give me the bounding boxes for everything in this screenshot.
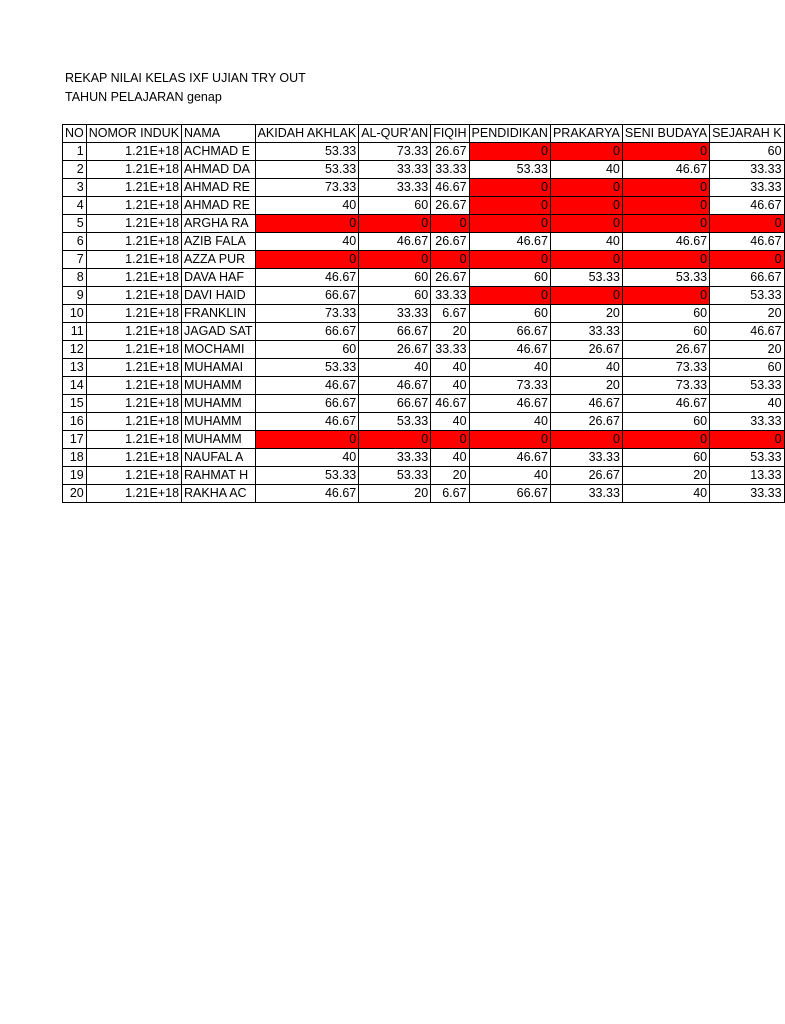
cell-pendidikan[interactable]: 0 <box>469 251 550 269</box>
cell-al-quran[interactable]: 66.67 <box>359 323 431 341</box>
cell-prakarya[interactable]: 40 <box>550 359 622 377</box>
cell-akidah-akhlak[interactable]: 0 <box>255 431 359 449</box>
cell-seni-budaya[interactable]: 60 <box>622 323 709 341</box>
cell-prakarya[interactable]: 33.33 <box>550 449 622 467</box>
cell-fiqih[interactable]: 20 <box>431 323 469 341</box>
cell-no[interactable]: 19 <box>63 467 87 485</box>
cell-prakarya[interactable]: 20 <box>550 377 622 395</box>
table-row <box>63 341 785 359</box>
cell-akidah-akhlak[interactable]: 40 <box>255 449 359 467</box>
cell-nama[interactable]: MUHAMAI <box>182 359 256 377</box>
table-row <box>63 287 785 305</box>
cell-al-quran[interactable]: 33.33 <box>359 305 431 323</box>
cell-nomor-induk[interactable]: 1.21E+18 <box>86 287 181 305</box>
cell-nomor-induk[interactable]: 1.21E+18 <box>86 215 181 233</box>
cell-no[interactable]: 16 <box>63 413 87 431</box>
cell-no[interactable]: 3 <box>63 179 87 197</box>
header-pendidikan[interactable]: PENDIDIKAN <box>469 125 550 143</box>
cell-nama[interactable]: ARGHA RA <box>182 215 256 233</box>
cell-al-quran[interactable]: 60 <box>359 197 431 215</box>
cell-al-quran[interactable]: 0 <box>359 215 431 233</box>
cell-akidah-akhlak[interactable]: 0 <box>255 215 359 233</box>
cell-fiqih[interactable]: 26.67 <box>431 197 469 215</box>
table-row <box>63 179 785 197</box>
cell-nomor-induk[interactable]: 1.21E+18 <box>86 233 181 251</box>
cell-seni-budaya[interactable]: 73.33 <box>622 359 709 377</box>
cell-akidah-akhlak[interactable]: 73.33 <box>255 179 359 197</box>
grades-table <box>62 124 785 503</box>
cell-prakarya[interactable]: 26.67 <box>550 413 622 431</box>
cell-nama[interactable]: MUHAMM <box>182 395 256 413</box>
cell-no[interactable]: 5 <box>63 215 87 233</box>
table-row <box>63 359 785 377</box>
cell-sejarah[interactable]: 60 <box>710 359 784 377</box>
cell-sejarah[interactable]: 46.67 <box>710 323 784 341</box>
cell-prakarya[interactable]: 0 <box>550 287 622 305</box>
cell-al-quran[interactable]: 33.33 <box>359 449 431 467</box>
cell-prakarya[interactable]: 53.33 <box>550 269 622 287</box>
cell-no[interactable]: 18 <box>63 449 87 467</box>
table-row <box>63 377 785 395</box>
cell-al-quran[interactable]: 60 <box>359 287 431 305</box>
table-row <box>63 323 785 341</box>
cell-no[interactable]: 6 <box>63 233 87 251</box>
cell-no[interactable]: 10 <box>63 305 87 323</box>
table-row <box>63 215 785 233</box>
cell-pendidikan[interactable]: 66.67 <box>469 323 550 341</box>
cell-seni-budaya[interactable]: 46.67 <box>622 395 709 413</box>
cell-pendidikan[interactable]: 46.67 <box>469 449 550 467</box>
cell-seni-budaya[interactable]: 0 <box>622 179 709 197</box>
cell-pendidikan[interactable]: 0 <box>469 143 550 161</box>
cell-nomor-induk[interactable]: 1.21E+18 <box>86 269 181 287</box>
cell-al-quran[interactable]: 20 <box>359 485 431 503</box>
cell-al-quran[interactable]: 46.67 <box>359 377 431 395</box>
cell-sejarah[interactable]: 40 <box>710 395 784 413</box>
cell-seni-budaya[interactable]: 26.67 <box>622 341 709 359</box>
cell-seni-budaya[interactable]: 0 <box>622 251 709 269</box>
cell-nama[interactable]: JAGAD SAT <box>182 323 256 341</box>
cell-seni-budaya[interactable]: 0 <box>622 197 709 215</box>
cell-nama[interactable]: AZZA PUR <box>182 251 256 269</box>
cell-no[interactable]: 8 <box>63 269 87 287</box>
table-row <box>63 467 785 485</box>
cell-akidah-akhlak[interactable]: 73.33 <box>255 305 359 323</box>
cell-pendidikan[interactable]: 0 <box>469 287 550 305</box>
table-row <box>63 431 785 449</box>
cell-no[interactable]: 12 <box>63 341 87 359</box>
table-row <box>63 143 785 161</box>
cell-al-quran[interactable]: 26.67 <box>359 341 431 359</box>
cell-seni-budaya[interactable]: 60 <box>622 449 709 467</box>
cell-pendidikan[interactable]: 46.67 <box>469 341 550 359</box>
cell-nomor-induk[interactable]: 1.21E+18 <box>86 305 181 323</box>
cell-sejarah[interactable]: 0 <box>710 215 784 233</box>
header-no[interactable]: NO <box>63 125 87 143</box>
cell-no[interactable]: 13 <box>63 359 87 377</box>
cell-fiqih[interactable]: 33.33 <box>431 161 469 179</box>
cell-pendidikan[interactable]: 0 <box>469 431 550 449</box>
cell-al-quran[interactable]: 33.33 <box>359 179 431 197</box>
cell-nama[interactable]: AHMAD DA <box>182 161 256 179</box>
cell-nama[interactable]: NAUFAL A <box>182 449 256 467</box>
cell-akidah-akhlak[interactable]: 66.67 <box>255 323 359 341</box>
sheet-subtitle: TAHUN PELAJARAN genap <box>65 90 222 104</box>
cell-nomor-induk[interactable]: 1.21E+18 <box>86 467 181 485</box>
cell-seni-budaya[interactable]: 0 <box>622 215 709 233</box>
cell-seni-budaya[interactable]: 40 <box>622 485 709 503</box>
cell-pendidikan[interactable]: 60 <box>469 305 550 323</box>
cell-akidah-akhlak[interactable]: 46.67 <box>255 377 359 395</box>
table-row <box>63 449 785 467</box>
cell-fiqih[interactable]: 0 <box>431 431 469 449</box>
cell-pendidikan[interactable]: 40 <box>469 413 550 431</box>
cell-nama[interactable]: RAKHA AC <box>182 485 256 503</box>
cell-nomor-induk[interactable]: 1.21E+18 <box>86 395 181 413</box>
cell-seni-budaya[interactable]: 0 <box>622 431 709 449</box>
cell-nama[interactable]: AHMAD RE <box>182 179 256 197</box>
cell-al-quran[interactable]: 73.33 <box>359 143 431 161</box>
cell-fiqih[interactable]: 6.67 <box>431 485 469 503</box>
cell-prakarya[interactable]: 0 <box>550 431 622 449</box>
cell-prakarya[interactable]: 40 <box>550 233 622 251</box>
cell-sejarah[interactable]: 33.33 <box>710 179 784 197</box>
cell-prakarya[interactable]: 33.33 <box>550 485 622 503</box>
cell-akidah-akhlak[interactable]: 66.67 <box>255 287 359 305</box>
cell-nama[interactable]: MOCHAMI <box>182 341 256 359</box>
cell-nama[interactable]: AZIB FALA <box>182 233 256 251</box>
cell-akidah-akhlak[interactable]: 53.33 <box>255 161 359 179</box>
cell-seni-budaya[interactable]: 0 <box>622 287 709 305</box>
cell-seni-budaya[interactable]: 73.33 <box>622 377 709 395</box>
cell-sejarah[interactable]: 0 <box>710 431 784 449</box>
cell-seni-budaya[interactable]: 60 <box>622 413 709 431</box>
cell-no[interactable]: 9 <box>63 287 87 305</box>
cell-sejarah[interactable]: 46.67 <box>710 197 784 215</box>
cell-al-quran[interactable]: 0 <box>359 251 431 269</box>
cell-fiqih[interactable]: 33.33 <box>431 287 469 305</box>
cell-nomor-induk[interactable]: 1.21E+18 <box>86 413 181 431</box>
cell-prakarya[interactable]: 0 <box>550 251 622 269</box>
cell-no[interactable]: 17 <box>63 431 87 449</box>
header-nomor-induk[interactable]: NOMOR INDUK <box>86 125 181 143</box>
cell-pendidikan[interactable]: 66.67 <box>469 485 550 503</box>
cell-seni-budaya[interactable]: 20 <box>622 467 709 485</box>
table-row <box>63 485 785 503</box>
cell-fiqih[interactable]: 26.67 <box>431 233 469 251</box>
cell-pendidikan[interactable]: 46.67 <box>469 233 550 251</box>
cell-al-quran[interactable]: 40 <box>359 359 431 377</box>
cell-akidah-akhlak[interactable]: 60 <box>255 341 359 359</box>
table-row <box>63 413 785 431</box>
cell-seni-budaya[interactable]: 46.67 <box>622 233 709 251</box>
cell-sejarah[interactable]: 66.67 <box>710 269 784 287</box>
cell-no[interactable]: 15 <box>63 395 87 413</box>
cell-akidah-akhlak[interactable]: 66.67 <box>255 395 359 413</box>
cell-fiqih[interactable]: 0 <box>431 251 469 269</box>
cell-prakarya[interactable]: 26.67 <box>550 467 622 485</box>
cell-sejarah[interactable]: 0 <box>710 251 784 269</box>
cell-prakarya[interactable]: 0 <box>550 197 622 215</box>
cell-pendidikan[interactable]: 46.67 <box>469 395 550 413</box>
table-row <box>63 395 785 413</box>
header-akidah-akhlak[interactable]: AKIDAH AKHLAK <box>255 125 359 143</box>
cell-pendidikan[interactable]: 0 <box>469 215 550 233</box>
cell-seni-budaya[interactable]: 46.67 <box>622 161 709 179</box>
cell-nomor-induk[interactable]: 1.21E+18 <box>86 341 181 359</box>
cell-prakarya[interactable]: 40 <box>550 161 622 179</box>
table-row <box>63 269 785 287</box>
cell-prakarya[interactable]: 0 <box>550 143 622 161</box>
header-row <box>63 125 785 143</box>
table-row <box>63 305 785 323</box>
cell-al-quran[interactable]: 33.33 <box>359 161 431 179</box>
cell-fiqih[interactable]: 40 <box>431 449 469 467</box>
table-row <box>63 233 785 251</box>
cell-prakarya[interactable]: 33.33 <box>550 323 622 341</box>
cell-nomor-induk[interactable]: 1.21E+18 <box>86 431 181 449</box>
cell-al-quran[interactable]: 53.33 <box>359 467 431 485</box>
cell-al-quran[interactable]: 53.33 <box>359 413 431 431</box>
cell-nomor-induk[interactable]: 1.21E+18 <box>86 161 181 179</box>
cell-sejarah[interactable]: 46.67 <box>710 233 784 251</box>
cell-sejarah[interactable]: 33.33 <box>710 485 784 503</box>
cell-fiqih[interactable]: 40 <box>431 377 469 395</box>
cell-sejarah[interactable]: 20 <box>710 341 784 359</box>
cell-nomor-induk[interactable]: 1.21E+18 <box>86 377 181 395</box>
cell-akidah-akhlak[interactable]: 46.67 <box>255 269 359 287</box>
cell-nomor-induk[interactable]: 1.21E+18 <box>86 197 181 215</box>
cell-nama[interactable]: DAVA HAF <box>182 269 256 287</box>
table-row <box>63 251 785 269</box>
cell-pendidikan[interactable]: 0 <box>469 179 550 197</box>
cell-no[interactable]: 11 <box>63 323 87 341</box>
cell-nama[interactable]: ACHMAD E <box>182 143 256 161</box>
cell-nama[interactable]: DAVI HAID <box>182 287 256 305</box>
cell-prakarya[interactable]: 0 <box>550 179 622 197</box>
cell-fiqih[interactable]: 26.67 <box>431 269 469 287</box>
cell-al-quran[interactable]: 46.67 <box>359 233 431 251</box>
cell-nama[interactable]: MUHAMM <box>182 377 256 395</box>
cell-fiqih[interactable]: 33.33 <box>431 341 469 359</box>
cell-no[interactable]: 1 <box>63 143 87 161</box>
cell-nomor-induk[interactable]: 1.21E+18 <box>86 179 181 197</box>
header-al-quran[interactable]: AL-QUR'AN <box>359 125 431 143</box>
cell-no[interactable]: 14 <box>63 377 87 395</box>
cell-sejarah[interactable]: 53.33 <box>710 449 784 467</box>
header-nama[interactable]: NAMA <box>182 125 256 143</box>
cell-al-quran[interactable]: 60 <box>359 269 431 287</box>
cell-nomor-induk[interactable]: 1.21E+18 <box>86 485 181 503</box>
cell-fiqih[interactable]: 6.67 <box>431 305 469 323</box>
cell-nama[interactable]: AHMAD RE <box>182 197 256 215</box>
cell-fiqih[interactable]: 0 <box>431 215 469 233</box>
cell-fiqih[interactable]: 20 <box>431 467 469 485</box>
cell-pendidikan[interactable]: 0 <box>469 197 550 215</box>
header-fiqih[interactable]: FIQIH <box>431 125 469 143</box>
table-row <box>63 161 785 179</box>
cell-akidah-akhlak[interactable]: 0 <box>255 251 359 269</box>
cell-no[interactable]: 20 <box>63 485 87 503</box>
cell-no[interactable]: 2 <box>63 161 87 179</box>
cell-akidah-akhlak[interactable]: 53.33 <box>255 143 359 161</box>
cell-pendidikan[interactable]: 40 <box>469 467 550 485</box>
cell-no[interactable]: 7 <box>63 251 87 269</box>
cell-nomor-induk[interactable]: 1.21E+18 <box>86 323 181 341</box>
cell-fiqih[interactable]: 46.67 <box>431 395 469 413</box>
cell-pendidikan[interactable]: 73.33 <box>469 377 550 395</box>
cell-sejarah[interactable]: 60 <box>710 143 784 161</box>
cell-sejarah[interactable]: 53.33 <box>710 377 784 395</box>
cell-nomor-induk[interactable]: 1.21E+18 <box>86 449 181 467</box>
cell-sejarah[interactable]: 13.33 <box>710 467 784 485</box>
cell-sejarah[interactable]: 53.33 <box>710 287 784 305</box>
cell-akidah-akhlak[interactable]: 53.33 <box>255 359 359 377</box>
cell-al-quran[interactable]: 0 <box>359 431 431 449</box>
cell-nomor-induk[interactable]: 1.21E+18 <box>86 143 181 161</box>
cell-fiqih[interactable]: 46.67 <box>431 179 469 197</box>
cell-prakarya[interactable]: 20 <box>550 305 622 323</box>
sheet-title: REKAP NILAI KELAS IXF UJIAN TRY OUT <box>65 71 306 85</box>
header-prakarya[interactable]: PRAKARYA <box>550 125 622 143</box>
cell-nama[interactable]: FRANKLIN <box>182 305 256 323</box>
table-row <box>63 197 785 215</box>
cell-fiqih[interactable]: 40 <box>431 413 469 431</box>
cell-sejarah[interactable]: 33.33 <box>710 161 784 179</box>
cell-nama[interactable]: MUHAMM <box>182 413 256 431</box>
cell-al-quran[interactable]: 66.67 <box>359 395 431 413</box>
cell-no[interactable]: 4 <box>63 197 87 215</box>
cell-pendidikan[interactable]: 60 <box>469 269 550 287</box>
cell-sejarah[interactable]: 33.33 <box>710 413 784 431</box>
cell-nama[interactable]: MUHAMM <box>182 431 256 449</box>
cell-fiqih[interactable]: 26.67 <box>431 143 469 161</box>
cell-nomor-induk[interactable]: 1.21E+18 <box>86 251 181 269</box>
cell-seni-budaya[interactable]: 53.33 <box>622 269 709 287</box>
cell-seni-budaya[interactable]: 60 <box>622 305 709 323</box>
cell-nomor-induk[interactable]: 1.21E+18 <box>86 359 181 377</box>
cell-fiqih[interactable]: 40 <box>431 359 469 377</box>
cell-akidah-akhlak[interactable]: 53.33 <box>255 467 359 485</box>
cell-prakarya[interactable]: 46.67 <box>550 395 622 413</box>
cell-akidah-akhlak[interactable]: 40 <box>255 197 359 215</box>
cell-prakarya[interactable]: 0 <box>550 215 622 233</box>
cell-pendidikan[interactable]: 40 <box>469 359 550 377</box>
cell-akidah-akhlak[interactable]: 46.67 <box>255 485 359 503</box>
cell-pendidikan[interactable]: 53.33 <box>469 161 550 179</box>
cell-akidah-akhlak[interactable]: 46.67 <box>255 413 359 431</box>
header-sejarah[interactable]: SEJARAH K <box>710 125 784 143</box>
header-seni-budaya[interactable]: SENI BUDAYA <box>622 125 709 143</box>
cell-prakarya[interactable]: 26.67 <box>550 341 622 359</box>
cell-akidah-akhlak[interactable]: 40 <box>255 233 359 251</box>
cell-seni-budaya[interactable]: 0 <box>622 143 709 161</box>
cell-sejarah[interactable]: 20 <box>710 305 784 323</box>
cell-nama[interactable]: RAHMAT H <box>182 467 256 485</box>
